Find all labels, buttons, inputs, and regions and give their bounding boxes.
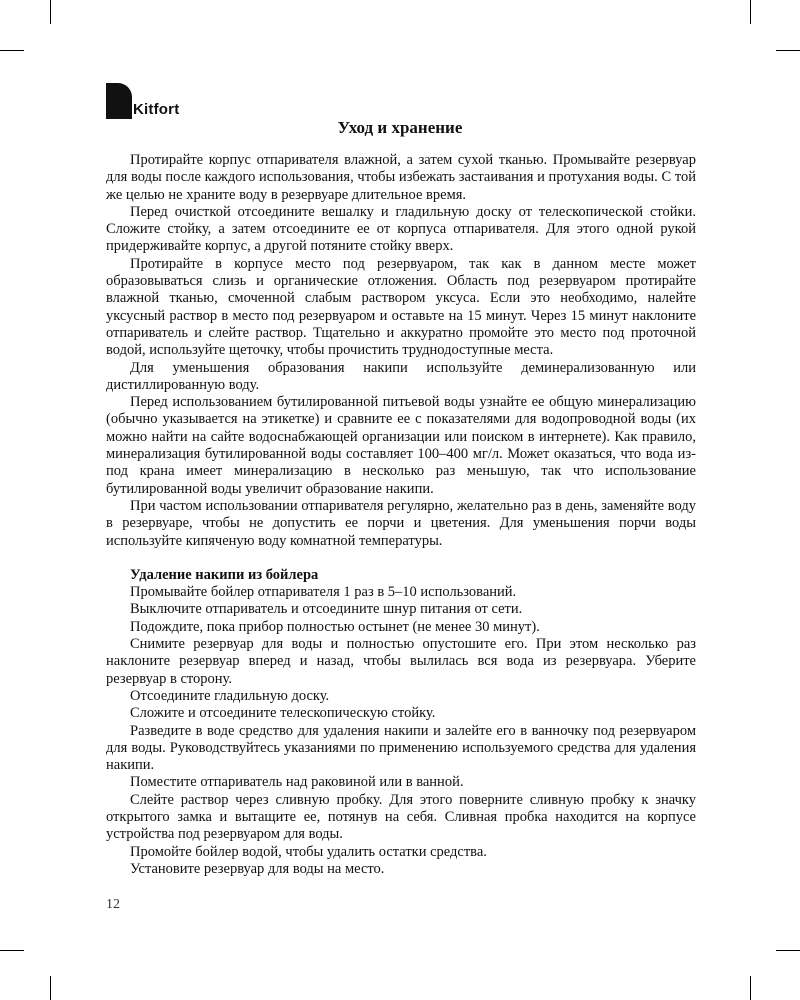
page-number: 12 bbox=[106, 897, 120, 912]
descaling-step: Разведите в воде средство для удаления накипи и залейте его в ванночку под резервуаром для воды. Руководствуйтесь указаниями по применению используемого средства для удаления накипи. bbox=[106, 722, 696, 774]
descaling-step: Промывайте бойлер отпаривателя 1 раз в 5–10 использований. bbox=[130, 584, 517, 601]
brand-name: Kitfort bbox=[133, 101, 180, 118]
descaling-step: Подождите, пока прибор полностью остынет (не менее 30 минут). bbox=[130, 618, 540, 635]
descaling-step: Выключите отпариватель и отсоедините шнур питания от сети. bbox=[130, 601, 523, 618]
paragraph: Перед очисткой отсоедините вешалку и гладильную доску от телескопической стойки. Сложите стойку, а затем отсоедините ее от корпуса отпаривателя. Для этого одной рукой придерживайте корпус, а другой потяните стойку вверх. bbox=[106, 203, 696, 255]
crop-mark-right-top bbox=[776, 50, 800, 51]
paragraph: Для уменьшения образования накипи используйте деминерализованную или дистиллированную воду. bbox=[106, 359, 696, 393]
paragraph: Перед использованием бутилированной питьевой воды узнайте ее общую минерализацию (обычно указывается на этикетке) и сравните ее с показателями для водопроводной воды (их можно найти на сайте водоснабжающей организации или поиском в интернете). Как правило, минерализация бутилированной воды составляет 100–400 мг/л. Может оказаться, что вода из-под крана имеет минерализацию в несколько раз меньшую, так что использование бутилированной воды увеличит образование накипи. bbox=[106, 394, 696, 497]
document-body bbox=[106, 152, 696, 878]
crop-mark-left-bottom bbox=[0, 950, 24, 951]
kitfort-logo-icon bbox=[106, 83, 132, 119]
descaling-step: Слейте раствор через сливную пробку. Для этого поверните сливную пробку к значку открытого замка и вытащите ее, потянув на себя. Сливная пробка находится на корпусе устройства под резервуаром для воды. bbox=[106, 791, 696, 843]
crop-mark-top-left bbox=[50, 0, 51, 24]
crop-mark-top-right bbox=[750, 0, 751, 24]
brand-logo bbox=[106, 83, 179, 119]
descaling-step: Отсоедините гладильную доску. bbox=[130, 687, 330, 704]
crop-mark-right-bottom bbox=[776, 950, 800, 951]
descaling-step: Установите резервуар для воды на место. bbox=[130, 860, 385, 877]
paragraph: Протирайте в корпусе место под резервуаром, так как в данном месте может образовываться слизь и органические отложения. Область под резервуаром протирайте влажной тканью, смоченной слабым раствором уксуса. Если это необходимо, налейте уксусный раствор в место под резервуаром и оставьте на 15 минут. Через 15 минут наклоните отпариватель и слейте раствор. Тщательно и аккуратно промойте это место под проточной водой, используйте щеточку, чтобы прочистить труднодоступные места. bbox=[106, 255, 696, 359]
descaling-step: Сложите и отсоедините телескопическую стойку. bbox=[130, 705, 436, 722]
crop-mark-bottom-left bbox=[50, 976, 51, 1000]
paragraph: Протирайте корпус отпаривателя влажной, а затем сухой тканью. Промывайте резервуар для воды после каждого использования, чтобы избежать застаивания и протухания воды. С той же целью не храните воду в резервуаре длительное время. bbox=[106, 152, 696, 203]
crop-mark-bottom-right bbox=[750, 976, 751, 1000]
descaling-step: Снимите резервуар для воды и полностью опустошите его. При этом несколько раз наклоните резервуар вперед и назад, чтобы вылилась вся вода из резервуара. Уберите резервуар в сторону. bbox=[106, 636, 696, 687]
paragraph: При частом использовании отпаривателя регулярно, желательно раз в день, заменяйте воду в резервуаре, чтобы не допустить ее порчи и цветения. Для уменьшения порчи воды используйте кипяченую воду комнатной температуры. bbox=[106, 497, 696, 549]
crop-mark-left-top bbox=[0, 50, 24, 51]
descaling-step: Поместите отпариватель над раковиной или в ванной. bbox=[130, 774, 464, 791]
descaling-heading: Удаление накипи из бойлера bbox=[130, 566, 319, 583]
descaling-step: Промойте бойлер водой, чтобы удалить остатки средства. bbox=[130, 843, 487, 860]
page-title: Уход и хранение bbox=[337, 118, 463, 137]
